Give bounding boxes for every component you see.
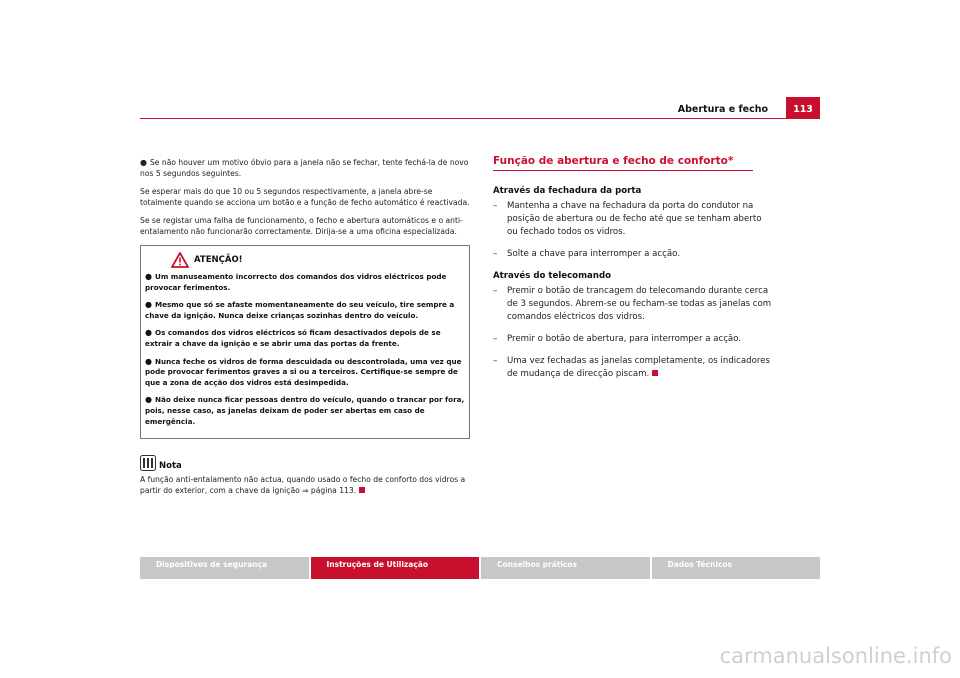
warning-box bbox=[140, 245, 470, 439]
section-title: Função de abertura e fecho de conforto* bbox=[493, 155, 734, 167]
tab-operating-instructions[interactable]: Instruções de Utilização bbox=[311, 557, 480, 579]
note-title: Nota bbox=[159, 461, 182, 472]
note-header bbox=[140, 453, 470, 472]
subheading-door-lock: Através da fechadura da porta bbox=[493, 186, 642, 196]
subheading-remote: Através do telecomando bbox=[493, 271, 612, 281]
header-divider bbox=[140, 118, 820, 119]
tab-practical-tips[interactable]: Conselhos práticos bbox=[481, 557, 650, 579]
paragraph-malfunction: Se se registar uma falha de funcionamento, o fecho e abertura automáticos e o anti-entalamento não funcionarão correctamente. Dirija-se a uma oficina especializada. bbox=[140, 216, 463, 236]
paragraph-timeout: Se esperar mais do que 10 ou 5 segundos respectivamente, a janela abre-se totalmente quando se acciona um botão e a função de fecho automático é reactivada. bbox=[140, 187, 470, 207]
warning-item: ● Mesmo que só se afaste momentaneamente do seu veículo, tire sempre a chave da ignição. Nunca deixe crianças sozinhas dentro do veículo. bbox=[145, 300, 455, 320]
warning-header bbox=[145, 250, 465, 270]
bullet-icon: ● bbox=[145, 272, 152, 281]
list-item: – Mantenha a chave na fechadura da porta do condutor na posição de abertura ou de fecho até que se tenham aberto ou fechado todos os vidros. bbox=[493, 201, 762, 237]
tab-safety-devices[interactable]: Dispositivos de segurança bbox=[140, 557, 309, 579]
list-item: – Premir o botão de abertura, para interromper a acção. bbox=[493, 334, 742, 344]
warning-item: ● Um manuseamento incorrecto dos comandos dos vidros eléctricos pode provocar ferimentos. bbox=[145, 272, 447, 292]
list-item: – Premir o botão de trancagem do telecomando durante cerca de 3 segundos. Abrem-se ou fecham-se todas as janelas com comandos eléctricos dos vidros. bbox=[493, 286, 772, 322]
warning-title: ATENÇÃO! bbox=[194, 254, 243, 265]
section-divider bbox=[493, 170, 753, 171]
warning-item: ● Os comandos dos vidros eléctricos só ficam desactivados depois de se extrair a chave da ignição e se abrir uma das portas da frente. bbox=[145, 328, 441, 348]
list-item: – Uma vez fechadas as janelas completamente, os indicadores de mudança de direcção piscam. bbox=[493, 356, 770, 379]
footer-navigation bbox=[140, 557, 820, 579]
page-header-title: Abertura e fecho bbox=[677, 104, 768, 115]
watermark: carmanualsonline.info bbox=[719, 644, 952, 668]
paragraph-retry: ● Se não houver um motivo óbvio para a janela não se fechar, tente fechá-la de novo nos 5 segundos seguintes. bbox=[140, 158, 469, 178]
note-text: A função anti-entalamento não actua, quando usado o fecho de conforto dos vidros a partir do exterior, com a chave da ignição ⇒ página 113. bbox=[140, 475, 466, 496]
tab-technical-data[interactable]: Dados Técnicos bbox=[652, 557, 821, 579]
bullet-icon: ● bbox=[145, 395, 152, 405]
list-item: – Solte a chave para interromper a acção. bbox=[493, 249, 680, 259]
note-info-icon bbox=[140, 455, 156, 471]
bullet-icon: ● bbox=[145, 356, 152, 366]
warning-triangle-icon bbox=[171, 252, 189, 268]
bullet-icon: ● bbox=[145, 300, 152, 310]
section-end-icon bbox=[359, 487, 365, 493]
page-number: 113 bbox=[786, 97, 820, 119]
bullet-icon: ● bbox=[140, 158, 147, 167]
warning-item: ● Nunca feche os vidros de forma descuidada ou descontrolada, uma vez que pode provocar ferimentos graves a si ou a terceiros. Certifique-se sempre de que a zona de acção dos vidros está desimpedida. bbox=[145, 356, 462, 387]
section-end-icon bbox=[652, 370, 658, 376]
left-column bbox=[140, 157, 470, 496]
bullet-icon: ● bbox=[145, 328, 152, 338]
right-column bbox=[493, 155, 783, 390]
warning-item: ● Não deixe nunca ficar pessoas dentro do veículo, quando o trancar por fora, pois, nesse caso, as janelas deixam de poder ser abertas em caso de emergência. bbox=[145, 395, 465, 426]
